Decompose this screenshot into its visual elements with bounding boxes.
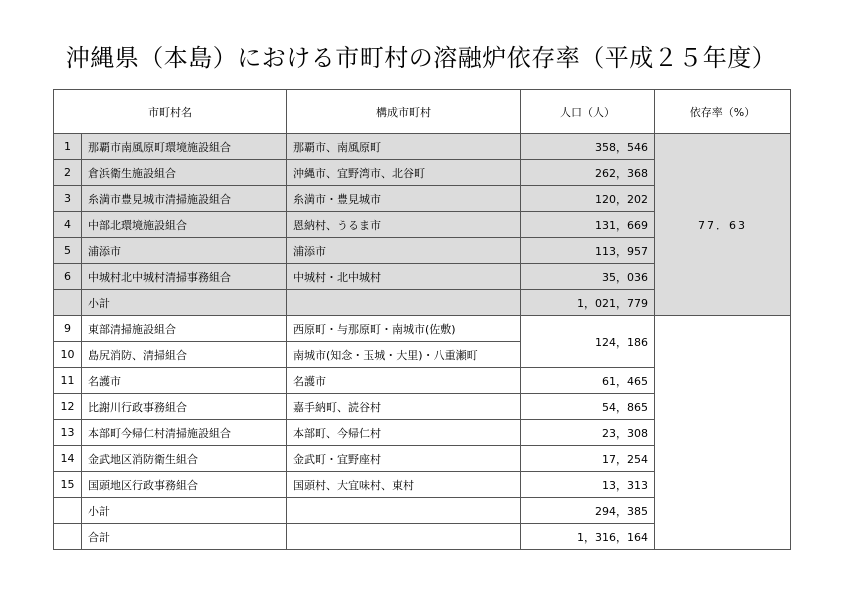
row-name: 中部北環境施設組合	[82, 212, 287, 238]
row-name: 那覇市南風原町環境施設組合	[82, 134, 287, 160]
row-number: 5	[54, 238, 82, 264]
row-name: 中城村北中城村清掃事務組合	[82, 264, 287, 290]
row-name: 島尻消防、清掃組合	[82, 342, 287, 368]
group1-rate: 77．63	[655, 134, 791, 316]
table-header-row	[54, 90, 791, 134]
row-population: 358，546	[521, 134, 655, 160]
row-name: 糸満市豊見城市清掃施設組合	[82, 186, 287, 212]
header-rate: 依存率（%）	[655, 90, 791, 134]
row-number-empty	[54, 290, 82, 316]
row-members: 国頭村、大宜味村、東村	[287, 472, 521, 498]
row-number: 2	[54, 160, 82, 186]
row-number: 4	[54, 212, 82, 238]
row-population: 61，465	[521, 368, 655, 394]
row-number: 3	[54, 186, 82, 212]
row-members: 那覇市、南風原町	[287, 134, 521, 160]
header-population: 人口（人）	[521, 90, 655, 134]
row-name: 国頭地区行政事務組合	[82, 472, 287, 498]
row-members: 浦添市	[287, 238, 521, 264]
row-population: 262，368	[521, 160, 655, 186]
row-members: 名護市	[287, 368, 521, 394]
row-members: 沖縄市、宜野湾市、北谷町	[287, 160, 521, 186]
row-population: 54，865	[521, 394, 655, 420]
row-number-empty	[54, 498, 82, 524]
header-members: 構成市町村	[287, 90, 521, 134]
row-members: 金武町・宜野座村	[287, 446, 521, 472]
row-population: 13，313	[521, 472, 655, 498]
document-title: 沖縄県（本島）における市町村の溶融炉依存率（平成２５年度）	[65, 44, 777, 72]
row-members: 本部町、今帰仁村	[287, 420, 521, 446]
subtotal-population: 1，021，779	[521, 290, 655, 316]
row-name: 金武地区消防衛生組合	[82, 446, 287, 472]
row-name: 倉浜衛生施設組合	[82, 160, 287, 186]
row-name: 比謝川行政事務組合	[82, 394, 287, 420]
row-name: 本部町今帰仁村清掃施設組合	[82, 420, 287, 446]
row-members: 糸満市・豊見城市	[287, 186, 521, 212]
row-name: 名護市	[82, 368, 287, 394]
dependency-table	[53, 89, 791, 550]
total-population: 1，316，164	[521, 524, 655, 550]
row-members: 嘉手納町、読谷村	[287, 394, 521, 420]
row-name: 浦添市	[82, 238, 287, 264]
row-population: 23，308	[521, 420, 655, 446]
subtotal-population: 294，385	[521, 498, 655, 524]
row-population: 113，957	[521, 238, 655, 264]
row-members: 中城村・北中城村	[287, 264, 521, 290]
merged-population: 124，186	[521, 316, 655, 368]
row-members-empty	[287, 290, 521, 316]
subtotal-label: 小計	[82, 290, 287, 316]
row-population: 120，202	[521, 186, 655, 212]
row-members-empty	[287, 498, 521, 524]
row-members: 西原町・与那原町・南城市(佐敷)	[287, 316, 521, 342]
row-name: 東部清掃施設組合	[82, 316, 287, 342]
row-population: 17，254	[521, 446, 655, 472]
row-population: 35，036	[521, 264, 655, 290]
row-number: 12	[54, 394, 82, 420]
row-number: 9	[54, 316, 82, 342]
group2-rate-empty	[655, 316, 791, 550]
row-population: 131，669	[521, 212, 655, 238]
header-municipality: 市町村名	[54, 90, 287, 134]
row-members: 南城市(知念・玉城・大里)・八重瀬町	[287, 342, 521, 368]
row-number: 1	[54, 134, 82, 160]
row-members-empty	[287, 524, 521, 550]
row-members: 恩納村、うるま市	[287, 212, 521, 238]
row-number: 11	[54, 368, 82, 394]
subtotal-label: 小計	[82, 498, 287, 524]
total-label: 合計	[82, 524, 287, 550]
row-number-empty	[54, 524, 82, 550]
row-number: 14	[54, 446, 82, 472]
row-number: 13	[54, 420, 82, 446]
row-number: 10	[54, 342, 82, 368]
table-row	[54, 316, 791, 342]
row-number: 15	[54, 472, 82, 498]
row-number: 6	[54, 264, 82, 290]
table-row	[54, 134, 791, 160]
